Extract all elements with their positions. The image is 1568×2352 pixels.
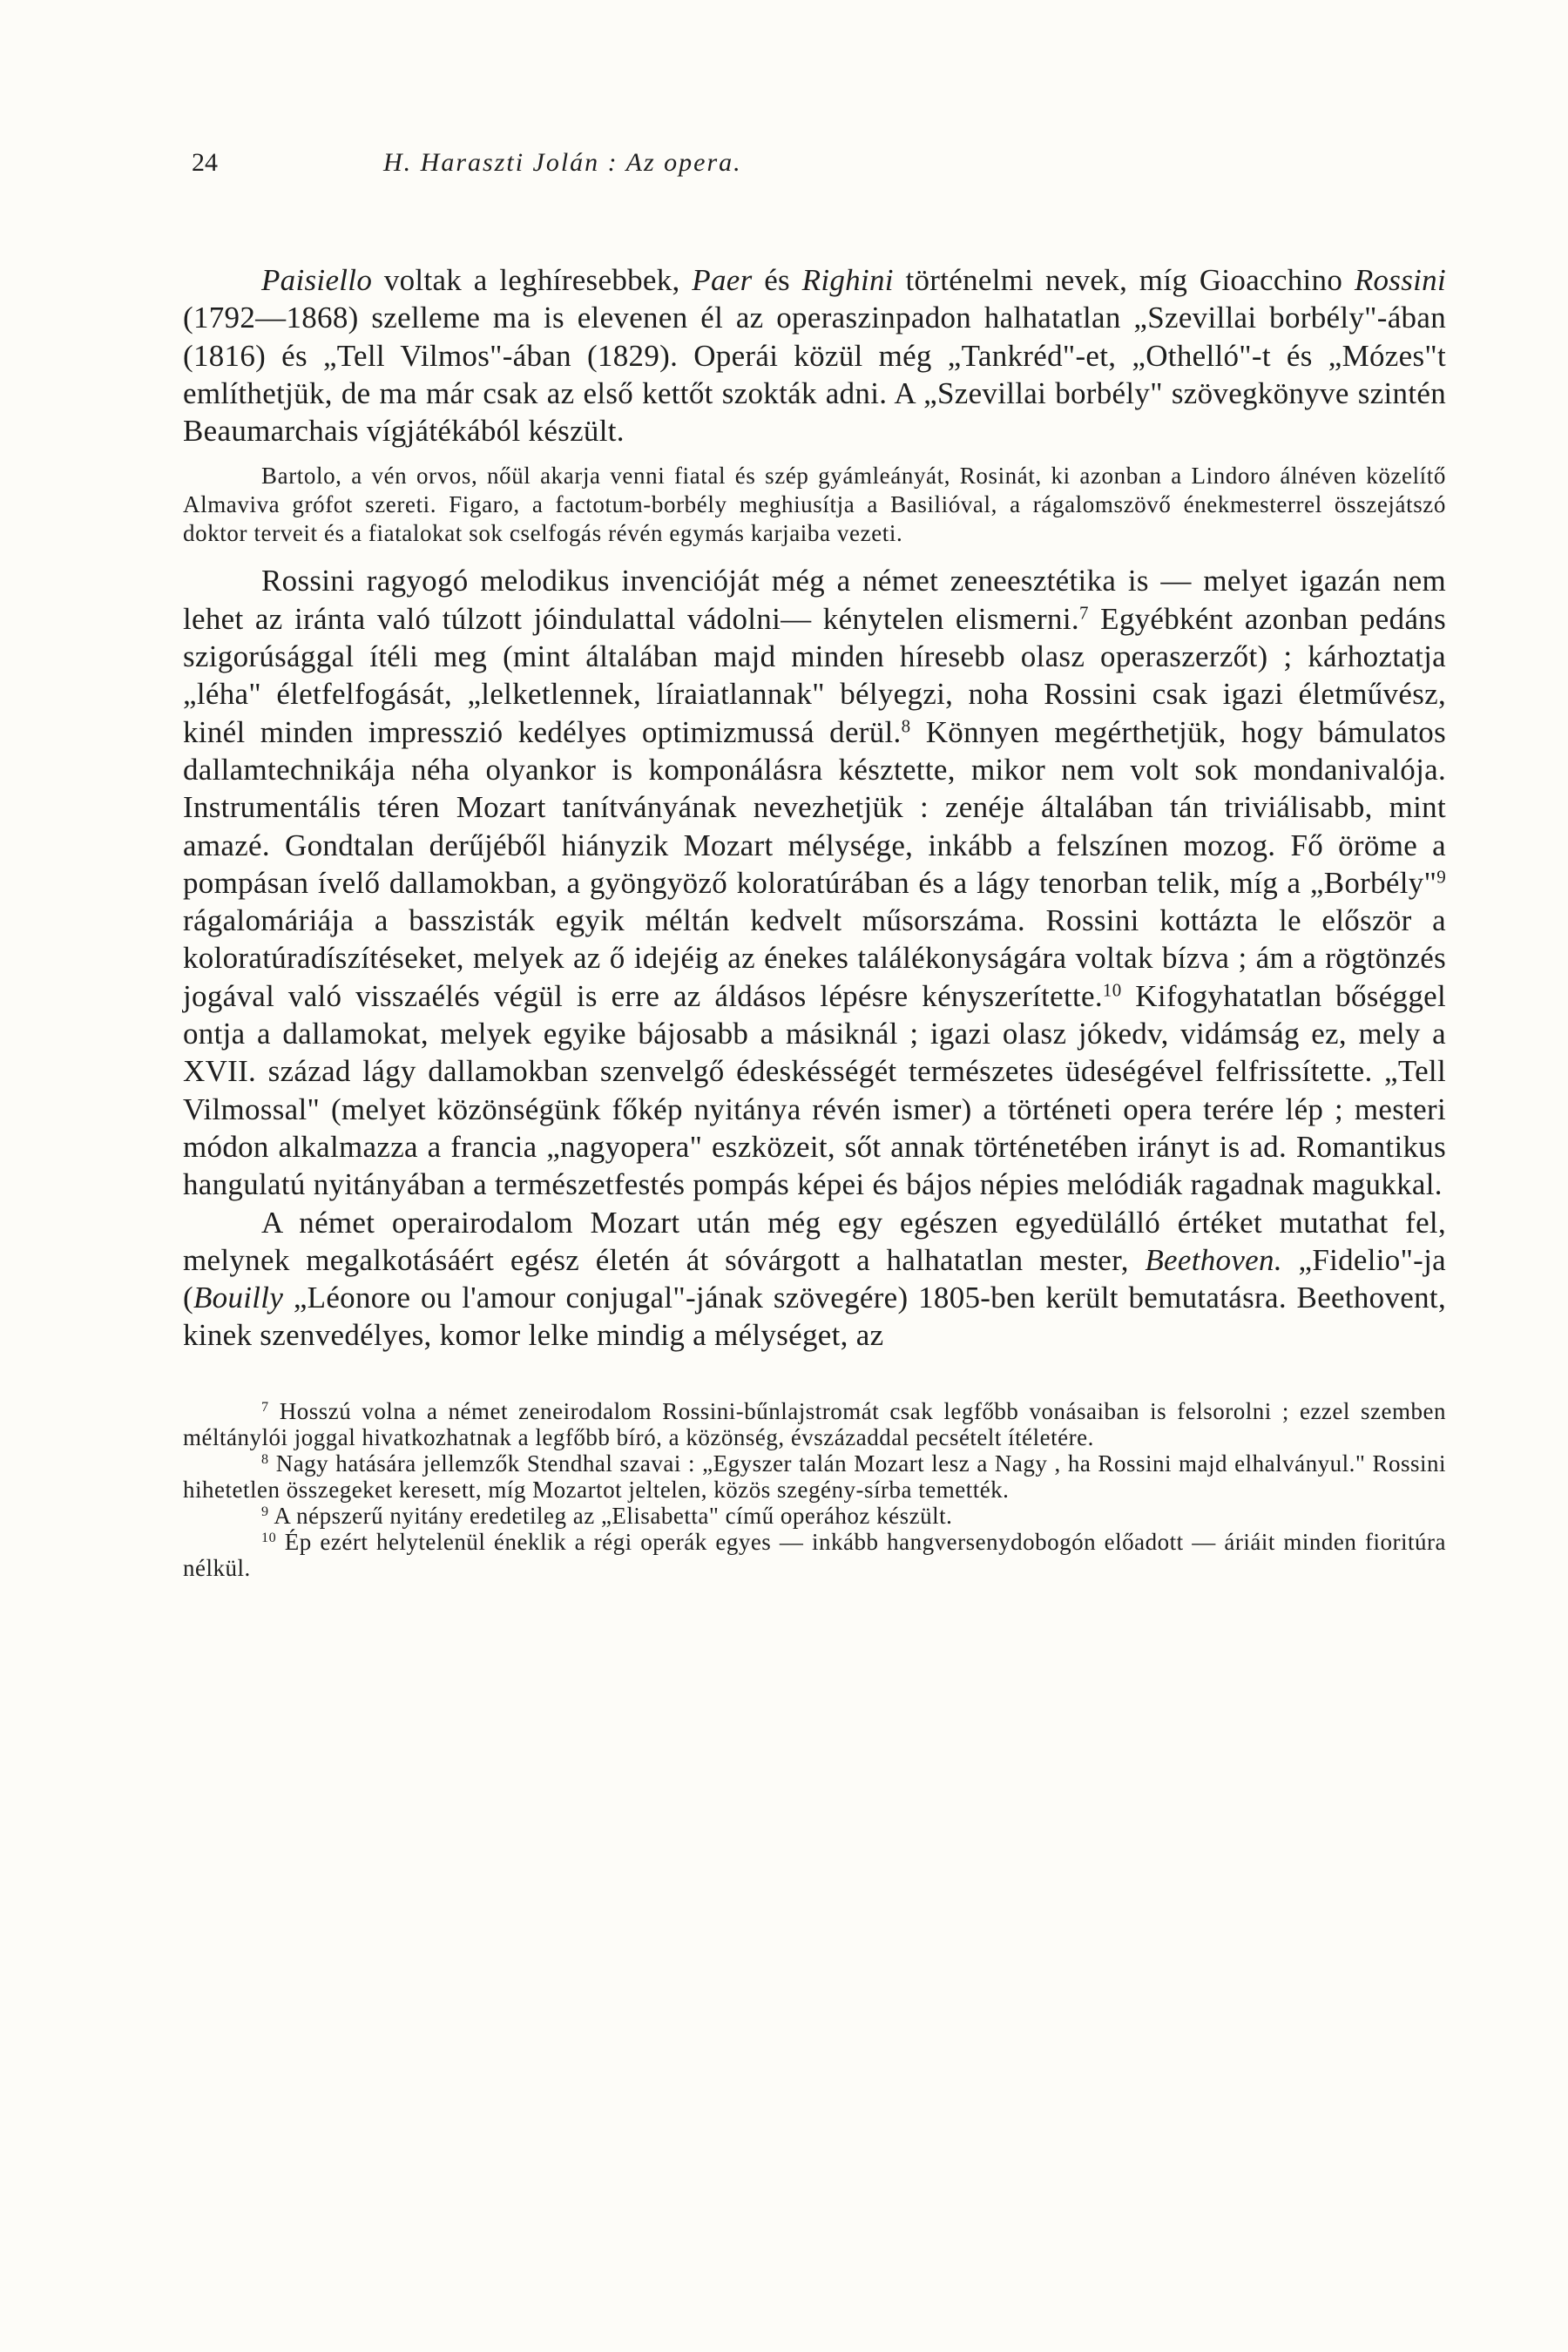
text-span: (1792—1868) szelleme ma is elevenen él az operaszinpadon halhatatlan „Szevillai borbély"-ában (1816) és „Tell Vilmos"-ában (1829). Operái közül még „Tankréd"-et, „Othelló"-t és „Mózes"t említhetjük, de ma már csak az első kettőt szokták adni. A „Szevillai borbély" szövegkönyve szintén Beaumarchais vígjátékából készült.: [183, 301, 1446, 449]
footnote-8: [183, 1450, 1446, 1503]
footnote-number: 9: [261, 1503, 269, 1519]
text-span: voltak a leghíresebbek,: [372, 263, 693, 297]
running-title: H. Haraszti Jolán : Az opera.: [383, 148, 742, 177]
footnote-text: Hosszú volna a német zeneirodalom Rossini-bűnlajstromát csak legfőbb vonásaiban is felsorolni ; ezzel szemben méltánylói joggal hivatkozhatnak a legfőbb bíró, a közönség, évszázaddal pecsételt ítéletére.: [183, 1397, 1446, 1450]
footnote-text: Ép ezért helytelenül éneklik a régi operák egyes — inkább hangversenydobogón előadott — áriáit minden fioritúra nélkül.: [183, 1528, 1446, 1581]
text-span: Könnyen megérthetjük, hogy bámulatos dallamtechnikája néha olyankor is komponálásra késztette, mikor nem volt sok mondanivalója. Instrumentális téren Mozart tanítványának nevezhetjük : zenéje általában tán triviálisabb, mint amazé. Gondtalan derűjéből hiányzik Mozart mélysége, inkább a felszínen mozog. Fő öröme a pompásan ívelő dallamokban, a gyöngyöző koloratúrában és a lágy tenorban telik, míg a „Borbély": [183, 714, 1446, 900]
text-span: történelmi nevek, míg Gioacchino: [893, 263, 1355, 297]
footnote-7: [183, 1398, 1446, 1450]
footnote-ref-8[interactable]: 8: [901, 715, 911, 737]
page-header: [183, 131, 1446, 183]
name-righini: Righini: [801, 263, 894, 297]
main-text: [183, 261, 1446, 1355]
footnote-ref-10[interactable]: 10: [1102, 979, 1122, 1001]
name-beethoven: Beethoven.: [1145, 1242, 1282, 1277]
footnote-number: 7: [261, 1398, 269, 1415]
footnote-text: Nagy hatására jellemzők Stendhal szavai : „Egyszer talán Mozart lesz a Nagy , ha Rossini majd elhalványul." Rossini hihetetlen összegeket keresett, míg Mozartot jeltelen, közös szegény-sírba temették.: [183, 1450, 1446, 1503]
text-span: „Fidelio"-ja (: [183, 1242, 1446, 1315]
paragraph-rossini-intro: [183, 261, 1446, 449]
footnote-number: 8: [261, 1450, 269, 1467]
footnote-ref-9[interactable]: 9: [1436, 866, 1446, 888]
page-number: 24: [192, 148, 218, 177]
text-span: Egyébként azonban pedáns szigorúsággal ítéli meg (mint általában majd minden híresebb olasz operaszerzőt) ; kárhoztatja „léha" életfelfogását, „lelketlennek, líraiatlannak" bélyegzi, noha Rossini csak igazi életművész, kinél minden impresszió kedélyes optimizmussá derül.: [183, 601, 1446, 749]
synopsis-text: Bartolo, a vén orvos, nőül akarja venni fiatal és szép gyámleányát, Rosinát, ki azonban a Lindoro álnéven közelítő Almaviva grófot szereti. Figaro, a factotum-borbély meghiusítja a Basilióval, a rágalomszövő énekmesterrel összejátszó doktor terveit és a fiatalokat sok cselfogás révén egymás karjaiba vezeti.: [183, 463, 1446, 547]
text-span: és: [752, 263, 802, 297]
footnote-9: [183, 1503, 1446, 1529]
text-span: rágalomáriája a basszisták egyik méltán kedvelt műsorszáma. Rossini kottázta le először a koloratúradíszítéseket, melyek az ő idejéig az énekes találékonyságára voltak bízva ; ám a rögtönzés jogával való visszaélés végül is erre az áldásos lépésre kényszerítette.: [183, 903, 1446, 1013]
name-rossini: Rossini: [1354, 263, 1446, 297]
paragraph-beethoven: [183, 1204, 1446, 1355]
book-page: [183, 131, 1446, 1581]
text-span: Kifogyhatatlan bőséggel ontja a dallamokat, melyek egyike bájosabb a másiknál ; igazi olasz jókedv, vidámság ez, mely a XVII. század lágy dallamokban szenvelgő édeskésségét természetes üdeségével felfrissítette. „Tell Vilmossal" (melyet közönségünk főkép nyitánya révén ismer) a történeti opera terére lép ; mesteri módon alkalmazza a francia „nagyopera" eszközeit, sőt annak történetében irányt is ad. Romantikus hangulatú nyitányában a természetfestés pompás képei és bájos népies melódiák ragadnak magukkal.: [183, 978, 1446, 1202]
footnote-ref-7[interactable]: 7: [1078, 602, 1089, 624]
paragraph-rossini-style: [183, 562, 1446, 1203]
footnote-10: [183, 1529, 1446, 1581]
text-span: A német operairodalom Mozart után még egy egészen egyedülálló értéket mutathat fel, melynek megalkotásáért egész életén át sóvárgott a halhatatlan mester,: [183, 1205, 1446, 1277]
name-paisiello: Paisiello: [261, 263, 373, 297]
text-span: „Léonore ou l'amour conjugal"-jának szövegére) 1805-ben került bemutatásra. Beethovent, kinek szenvedélyes, komor lelke mindig a mélységet, az: [183, 1281, 1446, 1353]
synopsis-block: [183, 462, 1446, 548]
footnotes: [183, 1398, 1446, 1581]
text-span: Rossini ragyogó melodikus invencióját még a német zeneesztétika is — melyet igazán nem lehet az iránta való túlzott jóindulattal vádolni— kénytelen elismerni.: [183, 564, 1446, 636]
footnote-number: 10: [261, 1529, 277, 1545]
footnote-text: A népszerű nyitány eredetileg az „Elisabetta" című operához készült.: [268, 1502, 953, 1529]
name-paer: Paer: [692, 263, 753, 297]
name-bouilly: Bouilly: [193, 1281, 284, 1315]
